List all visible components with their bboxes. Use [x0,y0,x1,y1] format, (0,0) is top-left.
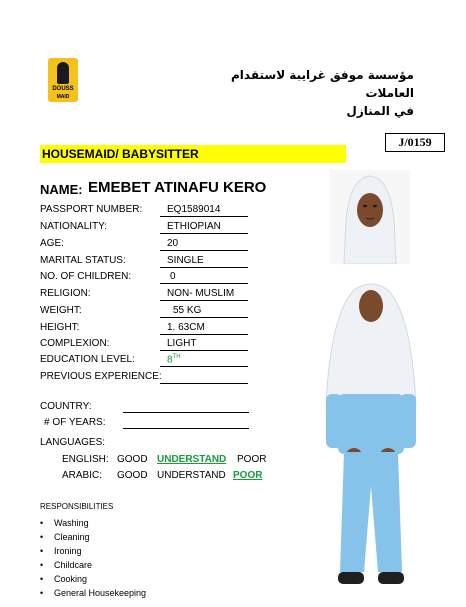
field-underline [160,300,248,301]
arabic-option-good: GOOD [117,470,148,481]
list-item: • Washing [40,516,146,530]
field-underline [160,334,248,335]
headshot-photo [330,170,410,264]
marital-status-label: MARITAL STATUS: [40,255,126,266]
agency-logo [48,58,78,102]
experience-label: PREVIOUS EXPERIENCE: [40,371,162,382]
org-name-line1: مؤسسة موفق غرايبة لاستقدام العاملات [231,68,414,100]
arabic-option-poor: POOR [233,470,263,481]
field-underline [160,283,248,284]
field-underline [160,317,248,318]
country-label: COUNTRY: [40,401,92,412]
organization-name [214,66,414,120]
field-underline [160,216,248,217]
field-underline [160,267,248,268]
english-option-understand: UNDERSTAND [157,454,227,465]
education-number: 8 [167,354,173,366]
complexion-value: LIGHT [167,338,197,349]
nationality-value: ETHIOPIAN [167,221,221,232]
education-suffix: TH [172,354,181,360]
years-underline [123,428,249,429]
name-value: EMEBET ATINAFU KERO [88,179,267,196]
marital-status-value: SINGLE [167,255,204,266]
responsibilities-heading: RESPONSIBILITIES [40,502,114,511]
english-lang-label: ENGLISH: [62,454,109,465]
arabic-option-understand: UNDERSTAND [157,470,226,481]
list-item: • Ironing [40,544,146,558]
full-body-photo [318,276,424,596]
field-underline [160,350,248,351]
education-label: EDUCATION LEVEL: [40,354,135,365]
age-label: AGE: [40,238,64,249]
list-item: • Childcare [40,558,146,572]
logo-text-line2: MAID [56,94,70,100]
position-banner: HOUSEMAID/ BABYSITTER [40,145,346,163]
field-underline [160,366,248,367]
english-option-good: GOOD [117,454,148,465]
religion-value: NON- MUSLIM [167,288,235,299]
person-icon [57,62,69,84]
field-underline [160,233,248,234]
height-label: HEIGHT: [40,322,80,333]
country-underline [123,412,249,413]
weight-value: 55 KG [173,305,202,316]
years-label: # OF YEARS: [44,417,106,428]
reference-number: J/0159 [385,133,445,152]
nationality-label: NATIONALITY: [40,221,108,232]
list-item: • Cleaning [40,530,146,544]
logo-text-line1: DOUSS [52,86,74,92]
children-label: NO. OF CHILDREN: [40,271,132,282]
religion-label: RELIGION: [40,288,91,299]
responsibilities-list [40,516,146,600]
arabic-lang-label: ARABIC: [62,470,103,481]
age-value: 20 [167,238,179,249]
languages-heading: LANGUAGES: [40,437,106,448]
field-underline [160,383,248,384]
complexion-label: COMPLEXION: [40,338,110,349]
children-value: 0 [170,271,176,282]
english-option-poor: POOR [237,454,267,465]
list-item: • General Housekeeping [40,586,146,600]
education-value [167,354,181,365]
passport-label: PASSPORT NUMBER: [40,204,143,215]
name-label: NAME: [40,182,83,197]
org-name-line2: في المنازل [346,104,414,118]
weight-label: WEIGHT: [40,305,82,316]
height-value: 1. 63CM [167,322,205,333]
list-item: • Cooking [40,572,146,586]
field-underline [160,250,248,251]
passport-value: EQ1589014 [167,204,221,215]
